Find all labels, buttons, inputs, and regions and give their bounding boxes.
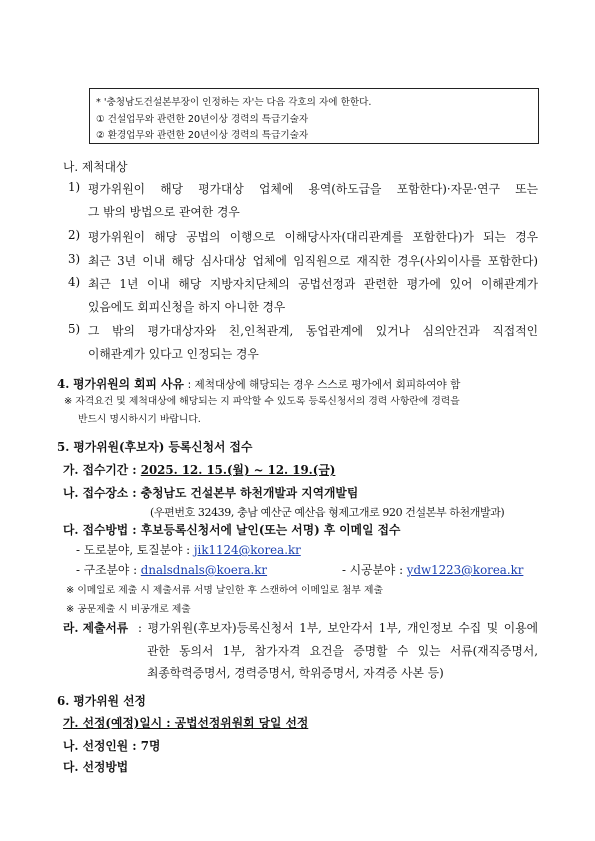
section-4-text: : 제척대상에 해당되는 경우 스스로 평가에서 회피하여야 함 bbox=[187, 379, 461, 391]
reception-place-value: 충청남도 건설본부 하천개발과 지역개발팀 bbox=[140, 486, 359, 500]
section-5-title: 5. 평가위원(후보자) 등록신청서 접수 bbox=[57, 440, 253, 454]
section-6-title: 6. 평가위원 선정 bbox=[57, 694, 146, 708]
reception-place-label: 나. 접수장소 : bbox=[63, 486, 141, 500]
reception-period-label: 가. 접수기간 : bbox=[63, 463, 141, 477]
exclusion-item-2-num: 2) bbox=[68, 228, 81, 242]
contact-construction-email-link[interactable]: ydw1223@korea.kr bbox=[406, 563, 524, 577]
note-box-line-1: * '충청남도건설본부장이 인정하는 자'는 다음 각호의 자에 한한다. bbox=[96, 97, 372, 108]
selection-count: 나. 선정인원 : 7명 bbox=[63, 739, 161, 753]
selection-date: 가. 선정(예정)일시 : 공법선정위원회 당일 선정 bbox=[63, 716, 309, 730]
reception-method: 다. 접수방법 : 후보등록신청서에 날인(또는 서명) 후 이메일 접수 bbox=[63, 523, 401, 537]
exclusion-item-5-line-2: 이해관계가 있다고 인정되는 경우 bbox=[88, 347, 259, 361]
exclusion-item-4-num: 4) bbox=[68, 275, 81, 289]
reception-period-value: 2025. 12. 15.(월) ~ 12. 19.(금) bbox=[140, 463, 336, 477]
section-4-note-line-1: ※ 자격요건 및 제척대상에 해당되는 지 파악할 수 있도록 등록신청서의 경력 사항란에 경력을 bbox=[64, 396, 460, 407]
reception-period bbox=[63, 461, 335, 478]
section-4-number: 4. bbox=[57, 377, 70, 391]
exclusion-item-4-line-1: 최근 1년 이내 해당 지방자치단체의 공법선정과 관련한 평가에 있어 이해관계가 bbox=[88, 277, 538, 291]
exclusion-item-5-num: 5) bbox=[68, 322, 81, 336]
section-4-title: 평가위원의 회피 사유 bbox=[73, 377, 184, 391]
exclusion-item-2-line-1: 평가위원이 해당 공법의 이행으로 이해당사자(대리관계를 포함한다)가 되는 경우 bbox=[88, 230, 538, 244]
contact-road-soil-label: - 도로분야, 토질분야 : bbox=[76, 543, 194, 557]
reception-place bbox=[63, 484, 358, 501]
exclusion-item-1-line-1: 평가위원이 해당 평가대상 업체에 용역(하도급을 포함한다)·자문·연구 또는 bbox=[88, 182, 538, 196]
contact-road-soil-email-link[interactable]: jik1124@korea.kr bbox=[193, 543, 301, 557]
email-submission-note: ※ 이메일로 제출 시 제출서류 서명 날인한 후 스캔하여 이메일로 첨부 제출 bbox=[66, 585, 383, 596]
qualification-note-box bbox=[89, 88, 539, 144]
official-submission-note: ※ 공문제출 시 비공개로 제출 bbox=[66, 604, 191, 615]
documents-label: 라. 제출서류 bbox=[63, 621, 129, 635]
contact-structure-email-link[interactable]: dnalsdnals@koera.kr bbox=[140, 563, 268, 577]
documents-line-3: 최종학력증명서, 경력증명서, 학위증명서, 자격증 사본 등) bbox=[147, 666, 444, 680]
contact-road-soil bbox=[76, 541, 301, 558]
note-box-line-2: ① 건설업무와 관련한 20년이상 경력의 특급기술자 bbox=[96, 114, 309, 125]
exclusion-item-3-num: 3) bbox=[68, 252, 81, 266]
documents-line-1: : 평가위원(후보자)등록신청서 1부, 보안각서 1부, 개인정보 수집 및 이용에 bbox=[138, 621, 538, 635]
exclusion-item-3-line-1: 최근 3년 이내 해당 심사대상 업체에 임직원으로 재직한 경우(사외이사를 포함한다) bbox=[88, 254, 538, 268]
exclusion-item-1-line-2: 그 밖의 방법으로 관여한 경우 bbox=[88, 205, 240, 219]
note-box-line-3: ② 환경업무와 관련한 20년이상 경력의 특급기술자 bbox=[96, 130, 309, 141]
contact-construction bbox=[342, 561, 523, 578]
reception-address: (우편번호 32439, 충남 예산군 예산읍 형제고개로 920 건설본부 하천개발과) bbox=[150, 506, 505, 519]
contact-construction-label: - 시공분야 : bbox=[342, 563, 407, 577]
documents-line-2: 관한 동의서 1부, 참가자격 요건을 증명할 수 있는 서류(재직증명서, bbox=[147, 644, 538, 658]
exclusion-item-1-num: 1) bbox=[68, 180, 81, 194]
exclusion-item-5-line-1: 그 밖의 평가대상자와 친,인척관계, 동업관계에 있거나 심의안건과 직접적인 bbox=[88, 324, 538, 338]
exclusion-heading: 나. 제척대상 bbox=[63, 160, 128, 174]
contact-structure bbox=[76, 561, 267, 578]
contact-structure-label: - 구조분야 : bbox=[76, 563, 141, 577]
section-4-line bbox=[57, 375, 460, 392]
section-4-note-line-2: 반드시 명시하시기 바랍니다. bbox=[78, 414, 201, 425]
exclusion-item-4-line-2: 있음에도 회피신청을 하지 아니한 경우 bbox=[88, 300, 286, 314]
selection-method: 다. 선정방법 bbox=[63, 760, 129, 774]
